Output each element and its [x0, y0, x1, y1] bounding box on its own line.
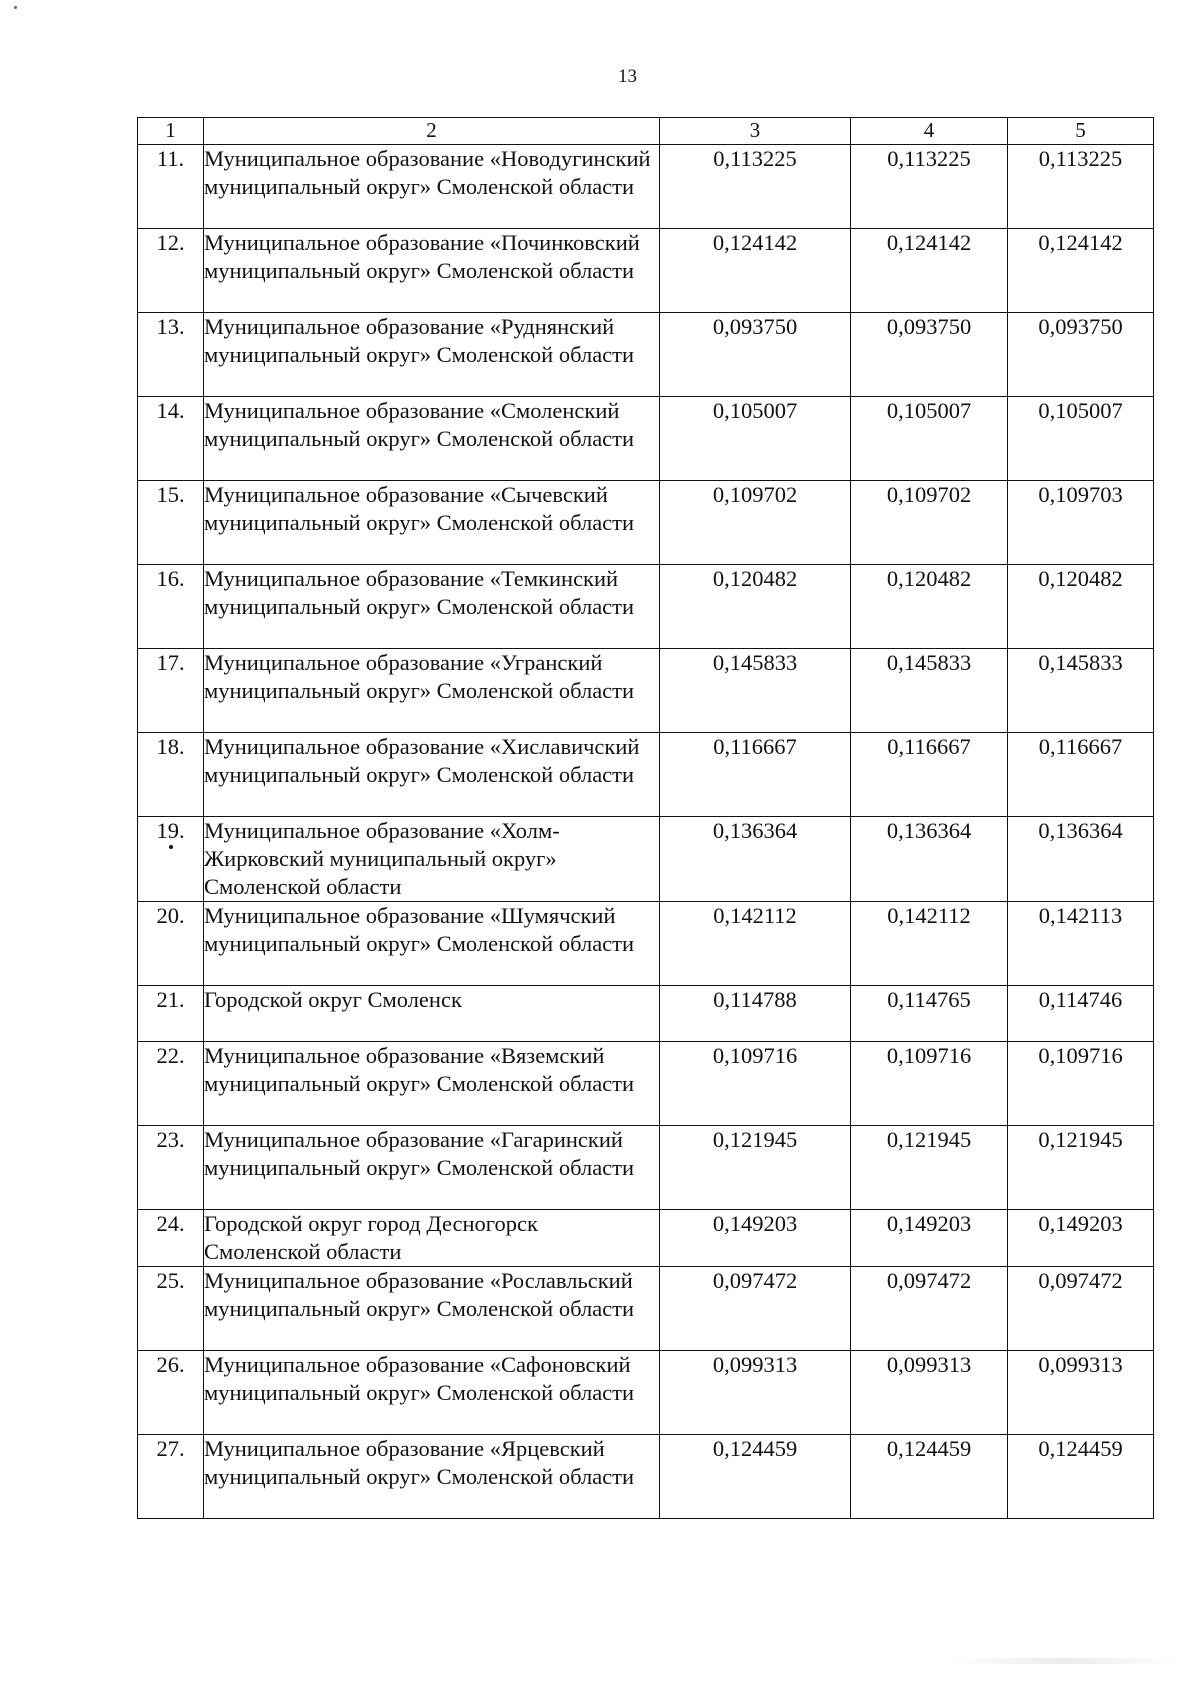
- value-col-5: 0,116667: [1008, 733, 1154, 817]
- table-row: [138, 145, 1154, 229]
- table-row: [138, 817, 1154, 902]
- value-col-5: 0,109703: [1008, 481, 1154, 565]
- table-row: [138, 565, 1154, 649]
- value-col-3: 0,116667: [660, 733, 851, 817]
- value-col-4: 0,121945: [851, 1126, 1008, 1210]
- municipality-name: Муниципальное образование «Ярцевский муниципальный округ» Смоленской области: [204, 1435, 660, 1519]
- row-number: 17.: [138, 649, 204, 733]
- municipality-name: Муниципальное образование «Смоленский муниципальный округ» Смоленской области: [204, 397, 660, 481]
- value-col-3: 0,093750: [660, 313, 851, 397]
- row-number: 18.: [138, 733, 204, 817]
- municipality-name: Муниципальное образование «Рославльский муниципальный округ» Смоленской области: [204, 1267, 660, 1351]
- value-col-3: 0,120482: [660, 565, 851, 649]
- value-col-4: 0,114765: [851, 986, 1008, 1042]
- data-table: [137, 117, 1154, 1519]
- value-col-3: 0,124142: [660, 229, 851, 313]
- value-col-5: 0,099313: [1008, 1351, 1154, 1435]
- value-col-5: 0,124459: [1008, 1435, 1154, 1519]
- row-number-cell: [138, 817, 204, 902]
- value-col-4: 0,142112: [851, 902, 1008, 986]
- value-col-3: 0,105007: [660, 397, 851, 481]
- value-col-5: 0,145833: [1008, 649, 1154, 733]
- value-col-3: 0,109702: [660, 481, 851, 565]
- row-number: 24.: [138, 1210, 204, 1267]
- value-col-3: 0,097472: [660, 1267, 851, 1351]
- header-col-3: 3: [660, 118, 851, 145]
- row-number: 27.: [138, 1435, 204, 1519]
- municipality-name: Муниципальное образование «Новодугинский муниципальный округ» Смоленской области: [204, 145, 660, 229]
- table-header-row: [138, 118, 1154, 145]
- scan-artifact-dot: [14, 6, 17, 9]
- row-number: 16.: [138, 565, 204, 649]
- value-col-3: 0,114788: [660, 986, 851, 1042]
- table-row: [138, 986, 1154, 1042]
- row-number: 19.: [156, 818, 185, 843]
- value-col-3: 0,145833: [660, 649, 851, 733]
- table-row: [138, 902, 1154, 986]
- value-col-4: 0,105007: [851, 397, 1008, 481]
- row-number: 22.: [138, 1042, 204, 1126]
- page-number: 13: [618, 66, 637, 87]
- value-col-4: 0,093750: [851, 313, 1008, 397]
- scan-artifact-smudge: [950, 1658, 1180, 1664]
- value-col-5: 0,105007: [1008, 397, 1154, 481]
- value-col-4: 0,136364: [851, 817, 1008, 902]
- value-col-5: 0,114746: [1008, 986, 1154, 1042]
- municipality-name: Городской округ Смоленск: [204, 986, 660, 1042]
- table-row: [138, 649, 1154, 733]
- value-col-5: 0,113225: [1008, 145, 1154, 229]
- header-col-4: 4: [851, 118, 1008, 145]
- value-col-5: 0,136364: [1008, 817, 1154, 902]
- municipality-name: Муниципальное образование «Шумячский муниципальный округ» Смоленской области: [204, 902, 660, 986]
- table-row: [138, 733, 1154, 817]
- value-col-4: 0,109716: [851, 1042, 1008, 1126]
- value-col-4: 0,149203: [851, 1210, 1008, 1267]
- value-col-4: 0,124142: [851, 229, 1008, 313]
- row-number: 23.: [138, 1126, 204, 1210]
- municipality-name: Муниципальное образование «Сафоновский муниципальный округ» Смоленской области: [204, 1351, 660, 1435]
- row-number: 11.: [138, 145, 204, 229]
- value-col-4: 0,124459: [851, 1435, 1008, 1519]
- table-row: [138, 481, 1154, 565]
- value-col-5: 0,109716: [1008, 1042, 1154, 1126]
- table-row: [138, 1435, 1154, 1519]
- municipality-name: Муниципальное образование «Хиславичский муниципальный округ» Смоленской области: [204, 733, 660, 817]
- municipality-name: Муниципальное образование «Вяземский муниципальный округ» Смоленской области: [204, 1042, 660, 1126]
- municipality-name: Муниципальное образование «Починковский муниципальный округ» Смоленской области: [204, 229, 660, 313]
- municipality-name: Муниципальное образование «Руднянский муниципальный округ» Смоленской области: [204, 313, 660, 397]
- municipality-name: Муниципальное образование «Гагаринский муниципальный округ» Смоленской области: [204, 1126, 660, 1210]
- value-col-5: 0,149203: [1008, 1210, 1154, 1267]
- value-col-3: 0,099313: [660, 1351, 851, 1435]
- row-number: 26.: [138, 1351, 204, 1435]
- header-col-1: 1: [138, 118, 204, 145]
- value-col-4: 0,109702: [851, 481, 1008, 565]
- value-col-4: 0,113225: [851, 145, 1008, 229]
- table-row: [138, 1267, 1154, 1351]
- header-col-5: 5: [1008, 118, 1154, 145]
- value-col-3: 0,136364: [660, 817, 851, 902]
- row-number: 14.: [138, 397, 204, 481]
- municipality-name: Муниципальное образование «Угранский муниципальный округ» Смоленской области: [204, 649, 660, 733]
- value-col-4: 0,116667: [851, 733, 1008, 817]
- municipality-name: Муниципальное образование «Холм-Жирковский муниципальный округ» Смоленской области: [204, 817, 660, 902]
- table-row: [138, 1042, 1154, 1126]
- row-number: 21.: [138, 986, 204, 1042]
- row-number: 15.: [138, 481, 204, 565]
- value-col-5: 0,142113: [1008, 902, 1154, 986]
- table-row: [138, 1126, 1154, 1210]
- municipality-name: Муниципальное образование «Темкинский муниципальный округ» Смоленской области: [204, 565, 660, 649]
- row-number: 20.: [138, 902, 204, 986]
- value-col-3: 0,113225: [660, 145, 851, 229]
- table-row: [138, 1351, 1154, 1435]
- table-row: [138, 397, 1154, 481]
- value-col-4: 0,145833: [851, 649, 1008, 733]
- header-col-2: 2: [204, 118, 660, 145]
- value-col-5: 0,120482: [1008, 565, 1154, 649]
- value-col-5: 0,121945: [1008, 1126, 1154, 1210]
- municipality-name: Муниципальное образование «Сычевский муниципальный округ» Смоленской области: [204, 481, 660, 565]
- value-col-4: 0,120482: [851, 565, 1008, 649]
- value-col-3: 0,142112: [660, 902, 851, 986]
- value-col-4: 0,099313: [851, 1351, 1008, 1435]
- table-row: [138, 1210, 1154, 1267]
- value-col-3: 0,149203: [660, 1210, 851, 1267]
- table-row: [138, 313, 1154, 397]
- value-col-5: 0,124142: [1008, 229, 1154, 313]
- municipality-name: Городской округ город Десногорск Смоленской области: [204, 1210, 660, 1267]
- row-number: 13.: [138, 313, 204, 397]
- row-number: 25.: [138, 1267, 204, 1351]
- value-col-5: 0,093750: [1008, 313, 1154, 397]
- value-col-3: 0,124459: [660, 1435, 851, 1519]
- value-col-3: 0,121945: [660, 1126, 851, 1210]
- scan-dot-mark: [169, 845, 173, 849]
- value-col-3: 0,109716: [660, 1042, 851, 1126]
- row-number: 12.: [138, 229, 204, 313]
- value-col-4: 0,097472: [851, 1267, 1008, 1351]
- value-col-5: 0,097472: [1008, 1267, 1154, 1351]
- table-row: [138, 229, 1154, 313]
